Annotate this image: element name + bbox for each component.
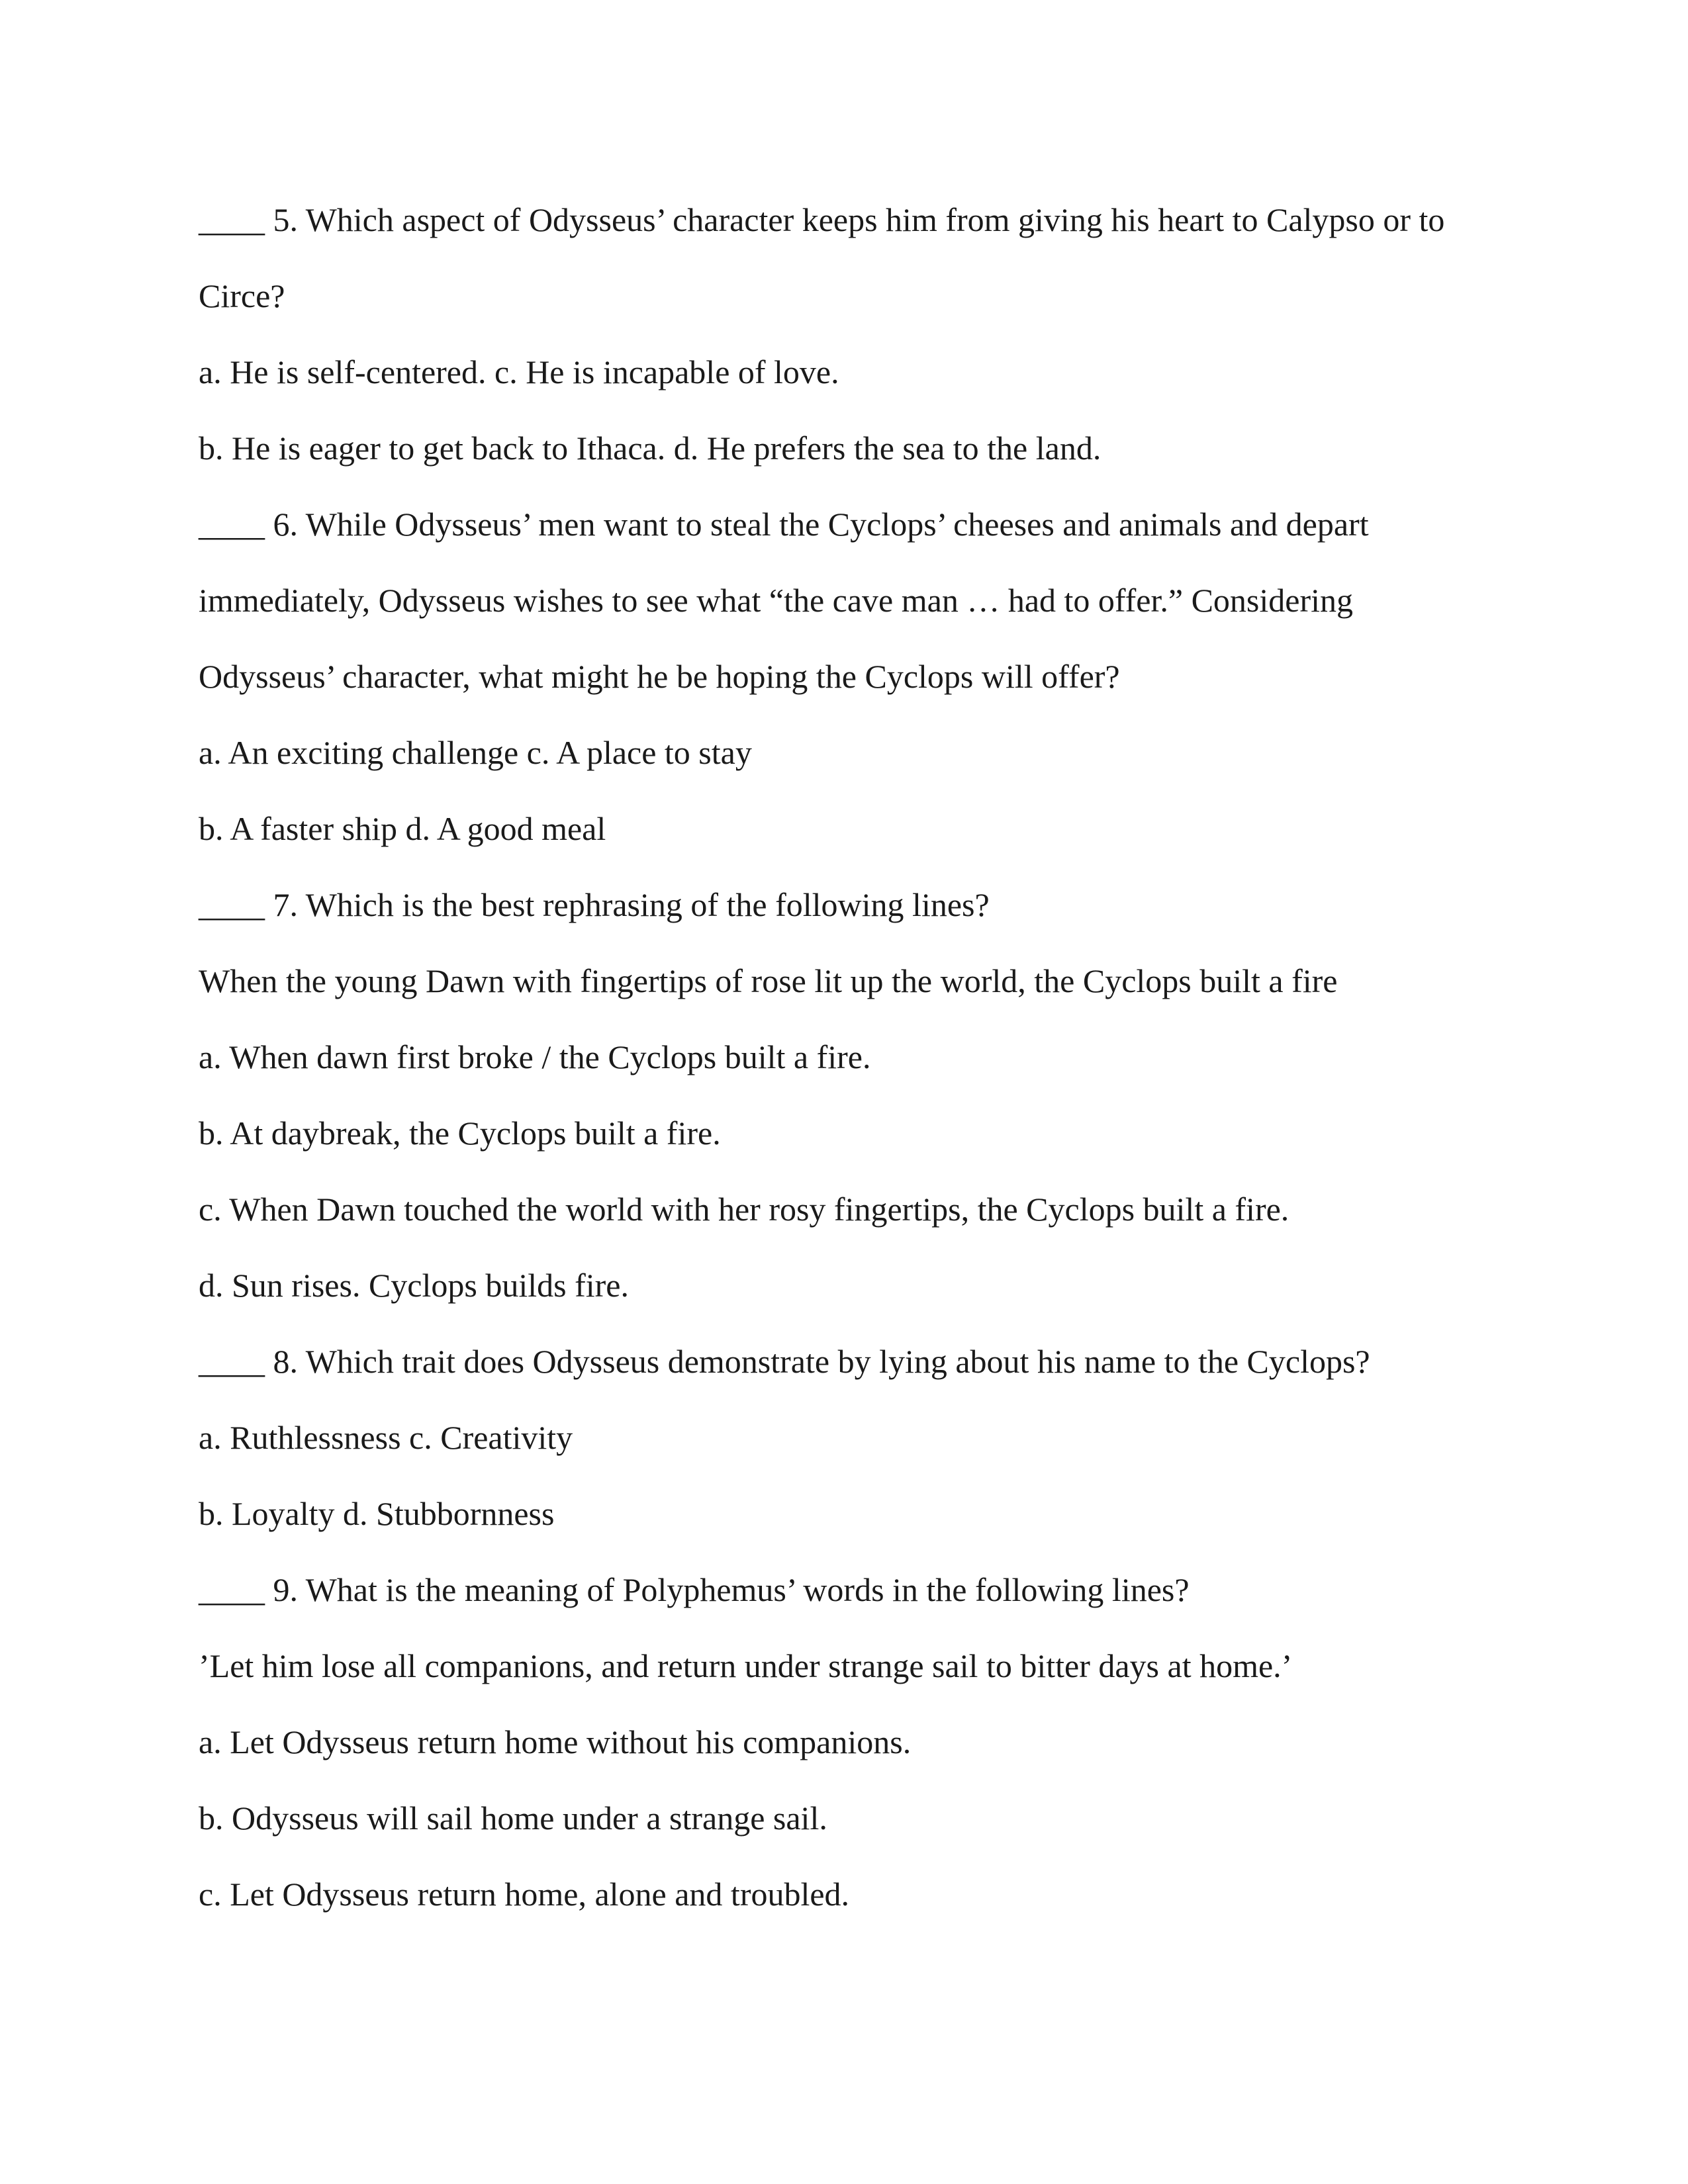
question-7-option-b: b. At daybreak, the Cyclops built a fire.	[199, 1115, 721, 1152]
question-9-option-b: b. Odysseus will sail home under a strange sail.	[199, 1799, 827, 1837]
question-8-text: ____ 8. Which trait does Odysseus demonstrate by lying about his name to the Cyclops?	[199, 1343, 1370, 1380]
question-7-quote: When the young Dawn with fingertips of rose lit up the world, the Cyclops built a fire	[199, 962, 1338, 999]
question-9-text: ____ 9. What is the meaning of Polyphemus’ words in the following lines?	[199, 1571, 1190, 1608]
question-9-option-c: c. Let Odysseus return home, alone and troubled.	[199, 1876, 850, 1913]
question-7-text: ____ 7. Which is the best rephrasing of the following lines?	[199, 886, 990, 923]
question-5-options-ac: a. He is self-centered. c. He is incapable of love.	[199, 353, 839, 390]
question-5-text-continued: Circe?	[199, 277, 285, 314]
question-7-option-d: d. Sun rises. Cyclops builds fire.	[199, 1267, 629, 1304]
question-6-options-bd: b. A faster ship d. A good meal	[199, 810, 606, 847]
question-8-options-bd: b. Loyalty d. Stubbornness	[199, 1495, 555, 1532]
question-7-option-a: a. When dawn first broke / the Cyclops built a fire.	[199, 1038, 871, 1075]
question-7-option-c: c. When Dawn touched the world with her rosy fingertips, the Cyclops built a fire.	[199, 1191, 1289, 1228]
question-9-option-a: a. Let Odysseus return home without his companions.	[199, 1723, 912, 1760]
question-6-text-continued: Odysseus’ character, what might he be hoping the Cyclops will offer?	[199, 658, 1120, 695]
question-6-text-continued: immediately, Odysseus wishes to see what “the cave man … had to offer.” Considering	[199, 582, 1354, 619]
question-5-options-bd: b. He is eager to get back to Ithaca. d. He prefers the sea to the land.	[199, 430, 1102, 467]
question-6-text: ____ 6. While Odysseus’ men want to steal the Cyclops’ cheeses and animals and depart	[199, 506, 1369, 543]
question-6-options-ac: a. An exciting challenge c. A place to stay	[199, 734, 752, 771]
question-9-quote: ’Let him lose all companions, and return under strange sail to bitter days at home.’	[199, 1647, 1293, 1684]
question-8-options-ac: a. Ruthlessness c. Creativity	[199, 1419, 573, 1456]
worksheet-page	[199, 196, 1496, 1946]
question-5-text: ____ 5. Which aspect of Odysseus’ character keeps him from giving his heart to Calypso or to	[199, 201, 1445, 238]
